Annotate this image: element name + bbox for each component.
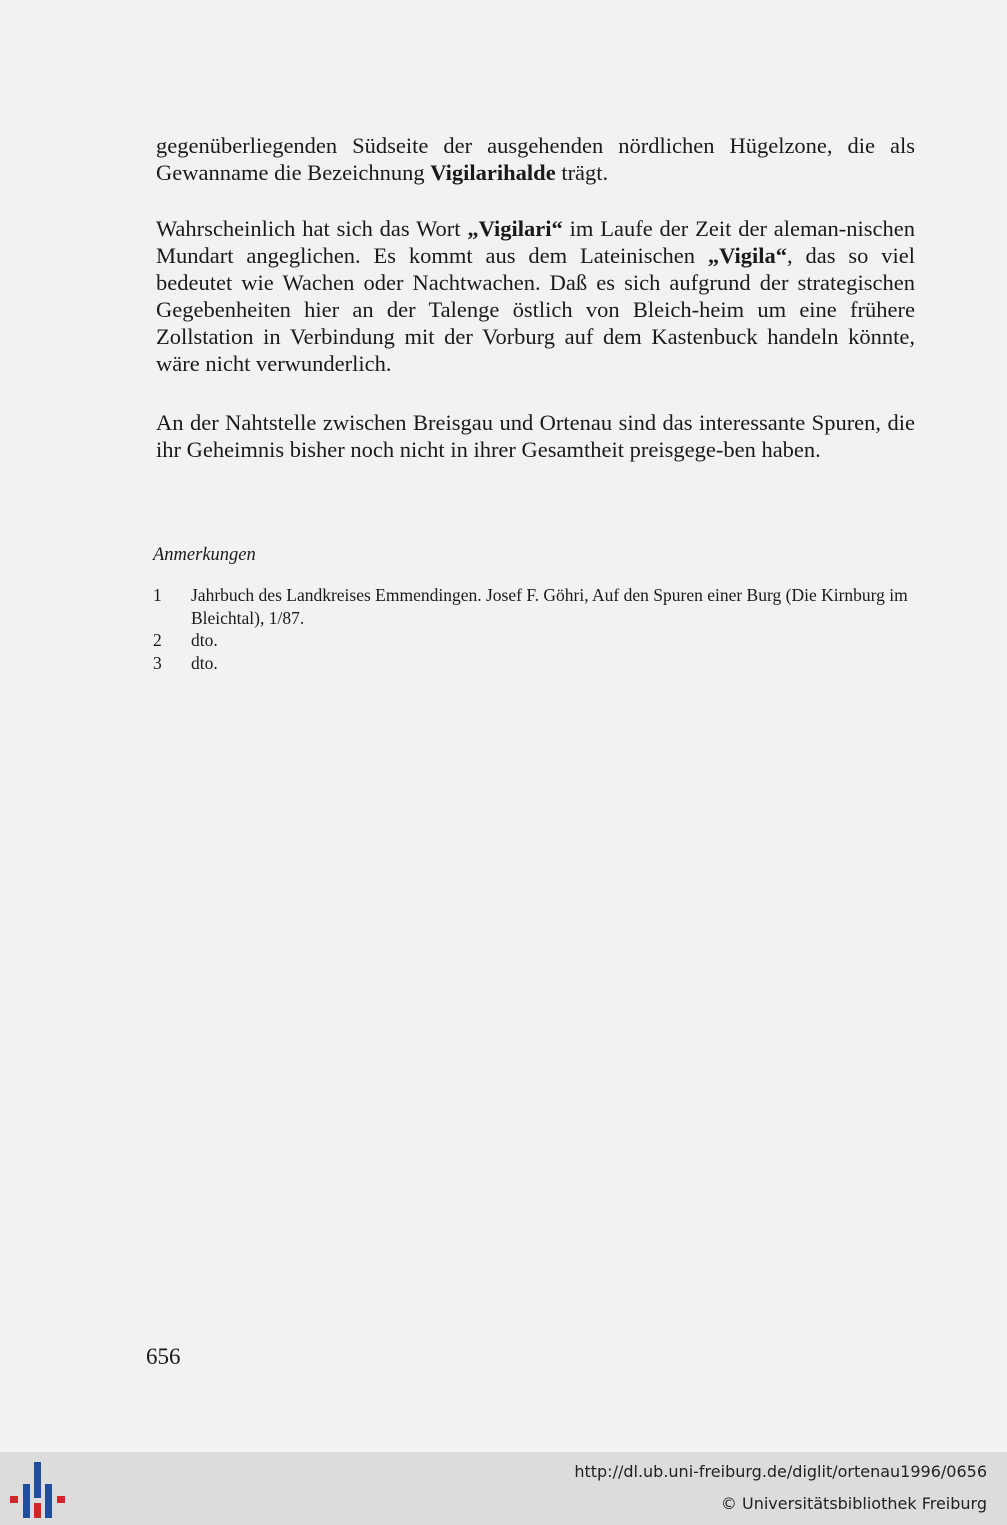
footnotes-list: [153, 584, 915, 674]
footer-bar: [0, 1452, 1007, 1525]
ub-freiburg-logo-icon[interactable]: [10, 1462, 65, 1518]
paragraph-2-text-mid: im Laufe der Zeit der aleman-nischen Mundart angeglichen. Es kommt aus dem Lateinischen: [156, 216, 915, 268]
footnote-number: 3: [153, 652, 162, 673]
footnote-text: dto.: [191, 630, 218, 650]
paragraph-2-bold-term-2: „Vigila“: [707, 243, 788, 268]
copyright-text: © Universitätsbibliothek Freiburg: [720, 1494, 987, 1513]
paragraph-3-text: An der Nahtstelle zwischen Breisgau und Ortenau sind das interessante Spuren, die ihr Geheimnis bisher noch nicht in ihrer Gesamtheit preisgege-ben haben.: [156, 410, 915, 462]
paragraph-1-text-end: trägt.: [555, 160, 609, 185]
footnote-number: 2: [153, 630, 162, 650]
page-number: 656: [146, 1344, 181, 1369]
paragraph-1-bold-term: Vigilarihalde: [430, 160, 556, 185]
paragraph-2-bold-term-1: „Vigilari“: [467, 216, 563, 241]
paragraph-1-text: gegenüberliegenden Südseite der ausgehenden nördlichen Hügelzone, die als Gewanname die Bezeichnung: [156, 133, 915, 185]
paragraph-3: [156, 409, 915, 463]
paragraph-2-text-end: , das so viel bedeutet wie Wachen oder Nachtwachen. Daß es sich aufgrund der strategischen Gegebenheiten hier an der Talenge östlich von Bleich-heim um eine frühere Zollstation in Verbindung mit der Vorburg auf dem Kastenbuck handeln könnte, wäre nicht verwunderlich.: [156, 243, 915, 376]
footnote-text: dto.: [191, 652, 218, 673]
footnote-2: [153, 629, 915, 652]
notes-heading: Anmerkungen: [153, 545, 256, 565]
document-url-link[interactable]: http://dl.ub.uni-freiburg.de/diglit/ortenau1996/0656: [574, 1462, 987, 1481]
footnote-1: [153, 584, 915, 629]
paragraph-1: [156, 132, 915, 186]
paragraph-2: [156, 215, 915, 377]
paragraph-2-text: Wahrscheinlich hat sich das Wort: [156, 216, 468, 241]
footnote-3: [153, 652, 915, 675]
footnote-text: Jahrbuch des Landkreises Emmendingen. Josef F. Göhri, Auf den Spuren einer Burg (Die Kirnburg im Bleichtal), 1/87.: [191, 585, 908, 628]
footnote-number: 1: [153, 585, 162, 605]
